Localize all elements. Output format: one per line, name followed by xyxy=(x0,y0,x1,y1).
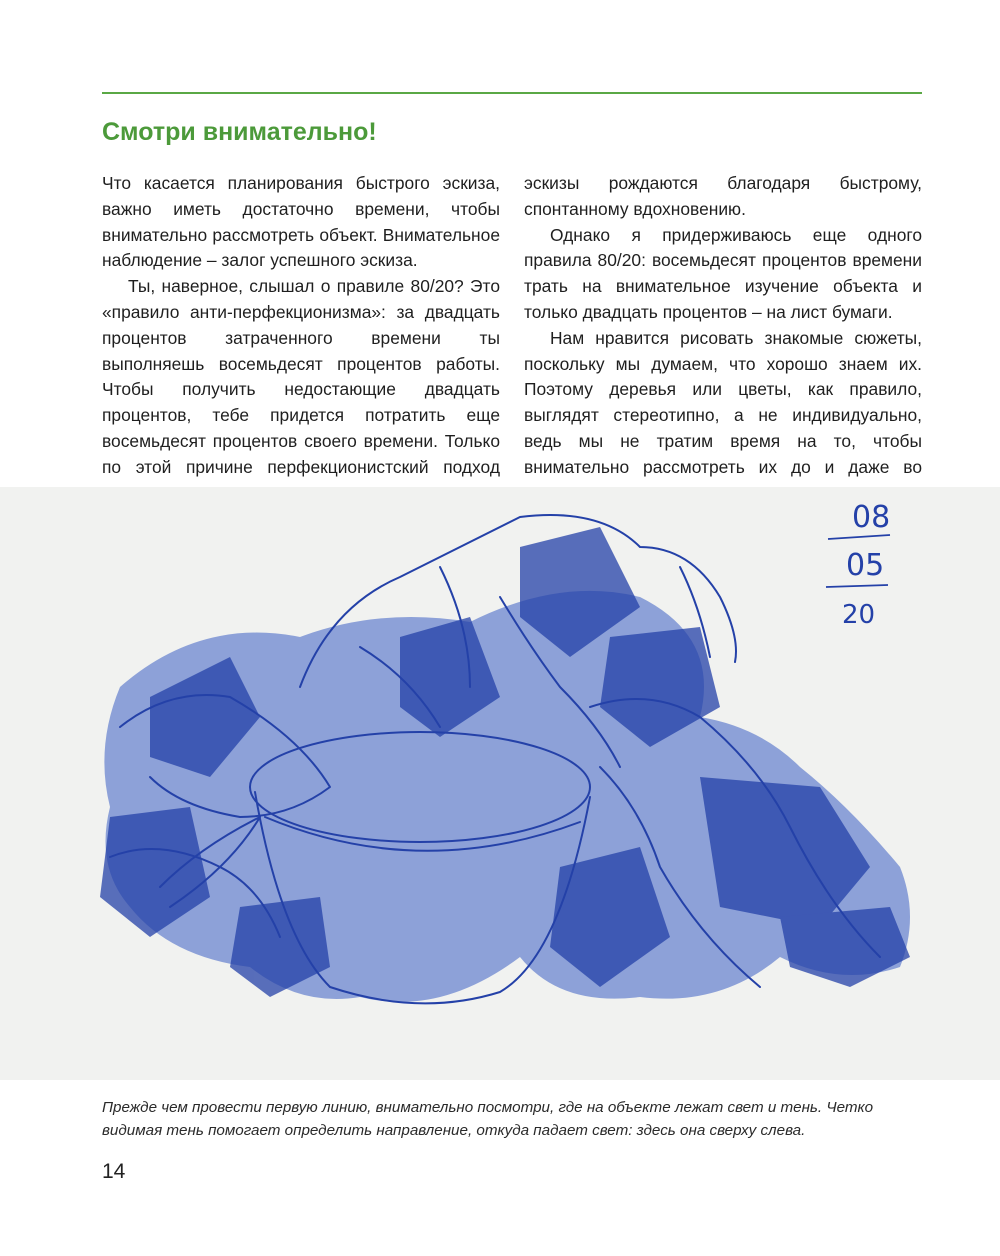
header-rule xyxy=(102,92,922,94)
date-year: 20 xyxy=(842,600,876,630)
date-divider xyxy=(826,585,888,587)
paragraph: Нам нравится рисовать знакомые сюжеты, поскольку мы думаем, что хорошо знаем их. Поэтому деревья или цветы, как правило, выглядят стереотипно, а не индивидуально, ведь мы не тратим время на то, чтобы внимательно рассмотреть их до и даже во xyxy=(524,327,922,477)
paragraph: Ты, наверное, слышал о правиле 80/20? Это «правило анти-перфекционизма»: за двадцать процентов затраченного времени ты выполняешь восемьдесят процентов работы. Чтобы получить недостающие двадцать процентов, тебе придется потратить еще восемьдесят процентов своего времени. Только по этой причине перфекционистский подход xyxy=(102,276,500,477)
date-divider xyxy=(828,535,890,539)
section-heading: Смотри внимательно! xyxy=(102,118,377,146)
date-month: 05 xyxy=(846,548,885,583)
paragraph: Что касается планирования быстрого эскиза, важно иметь достаточно времени, чтобы внимательно рассмотреть объект. Внимательное наблюдение – залог успешного эскиза. xyxy=(102,173,500,271)
date-day: 08 xyxy=(852,500,891,535)
text-column-right xyxy=(524,171,922,506)
text-column-left xyxy=(102,171,500,532)
paragraph: Однако я придерживаюсь еще одного правила 80/20: восемьдесят процентов времени трать на внимательное изучение объекта и только двадцать процентов – на лист бумаги. xyxy=(524,224,922,322)
page-number: 14 xyxy=(102,1160,126,1183)
potted-plant-sketch xyxy=(0,487,1000,1080)
paragraph: эскизы рождаются благодаря быстрому, спонтанному вдохновению. xyxy=(524,173,922,219)
figure-caption: Прежде чем провести первую линию, внимательно посмотри, где на объекте лежат свет и тень. Четко видимая тень помогает определить направление, откуда падает свет: здесь она сверху слева. xyxy=(102,1099,874,1139)
ink-sketch-illustration xyxy=(0,487,1000,1080)
date-note xyxy=(826,500,890,630)
